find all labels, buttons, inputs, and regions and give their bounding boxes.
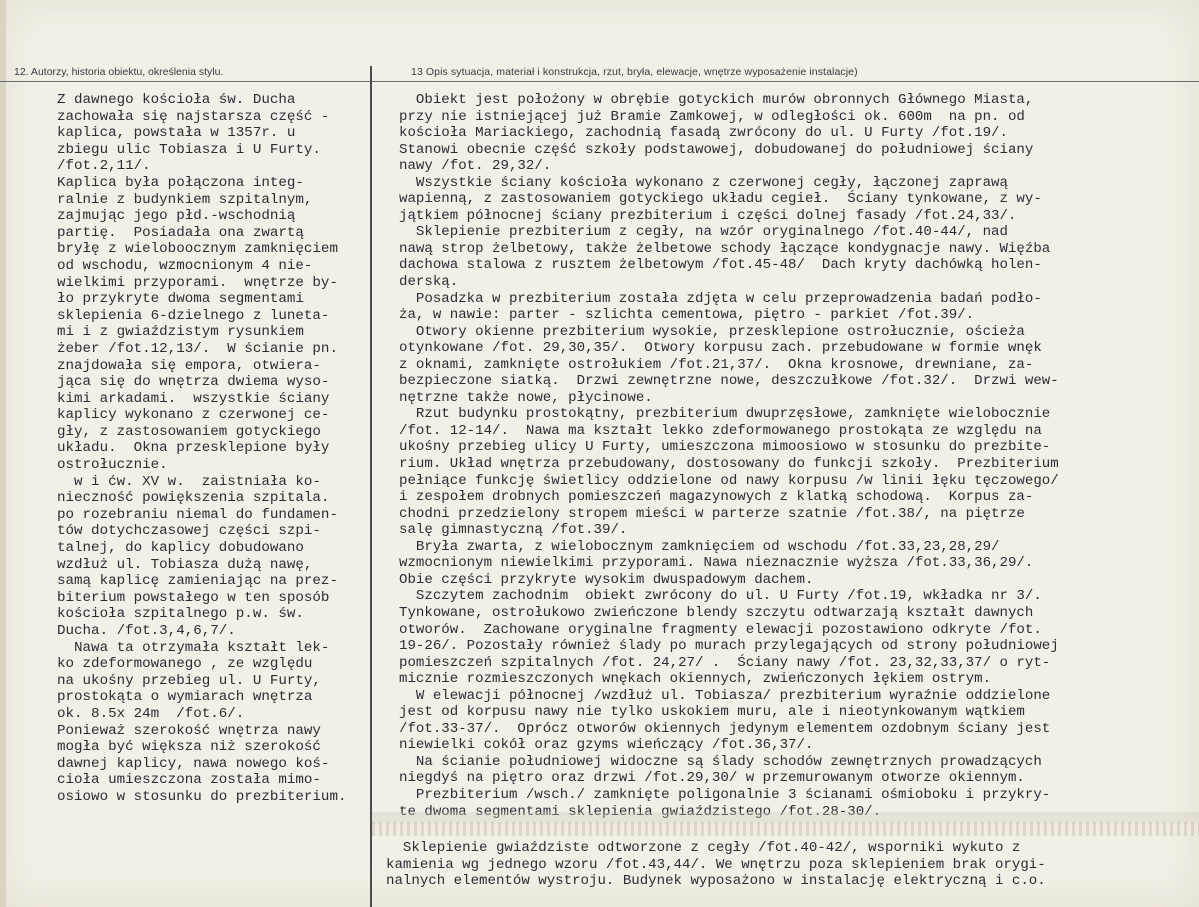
text-line: /fot.2,11/. bbox=[57, 158, 151, 175]
text-line: partię. Posiadała ona zwartą bbox=[57, 224, 304, 241]
text-line: mi i z gwiaździstym rysunkiem bbox=[57, 324, 304, 341]
text-line: chodni przedzielony stropem mieści w parterze szatnie /fot.38/, na piętrze bbox=[399, 505, 1025, 522]
text-line: Otwory okienne prezbiterium wysokie, przesklepione ostrołucznie, ościeża bbox=[399, 323, 1025, 340]
text-line: Wszystkie ściany kościoła wykonano z czerwonej cegły, łączonej zaprawą bbox=[399, 174, 1008, 191]
text-line: Obiekt jest położony w obrębie gotyckich murów obronnych Głównego Miasta, bbox=[399, 92, 1034, 108]
text-line: ża, w nawie: parter - szlichta cementowa, piętro - parkiet /fot.39/. bbox=[399, 307, 975, 324]
text-line: po rozebraniu niemal do fundamen- bbox=[57, 506, 338, 523]
text-line: ko zdeformowanego , ze względu bbox=[57, 656, 313, 673]
text-line: biterium powstałego w ten sposób bbox=[57, 589, 330, 606]
text-line: jest od korpusu nawy nie tylko uskokiem muru, ale i nieotynkowanym wątkiem bbox=[399, 704, 1025, 721]
text-line: Sklepienie prezbiterium z cegły, na wzór oryginalnego /fot.40-44/, nad bbox=[399, 224, 1008, 241]
text-line: otworów. Zachowane oryginalne fragmenty elewacji pozostawiono odkryte /fot. bbox=[399, 621, 1042, 638]
text-line: osiowo w stosunku do prezbiterium. bbox=[57, 788, 347, 805]
text-line: Stanowi obecnie część szkoły podstawowej, dobudowanej do południowej ściany bbox=[399, 141, 1034, 158]
text-line: Sklepienie gwiaździste odtworzone z cegły /fot.40-42/, wsporniki wykuto z bbox=[386, 840, 1021, 856]
text-line: sklepienia 6-dzielnego z luneta- bbox=[57, 307, 330, 324]
text-line: wapienną, z zastosowaniem gotyckiego układu cegieł. Ściany tynkowane, z wy- bbox=[399, 191, 1042, 208]
text-line: /fot. 12-14/. Nawa ma kształt lekko zdeformowanego prostokąta ze względu na bbox=[399, 422, 1042, 439]
text-line: kaplica, powstała w 1357r. u bbox=[57, 125, 296, 142]
text-line: ostrołucznie. bbox=[57, 457, 168, 474]
text-line: pomieszczeń szpitalnych /fot. 24,27/ . Ściany nawy /fot. 23,32,33,37/ o ryt- bbox=[399, 654, 1051, 671]
text-line: zachowała się najstarsza część - bbox=[57, 108, 330, 125]
text-line: kamienia wg jednego wzoru /fot.43,44/. We wnętrzu poza sklepieniem brak orygi- bbox=[386, 856, 1046, 873]
text-line: Ponieważ szerokość wnętrza nawy bbox=[57, 722, 321, 739]
text-line: cioła umieszczona została mimo- bbox=[57, 772, 321, 789]
text-line: Obie części przykryte wysokim dwuspadowym dachem. bbox=[399, 571, 814, 588]
text-line: nawy /fot. 29,32/. bbox=[399, 158, 552, 175]
text-line: żeber /fot.12,13/. W ścianie pn. bbox=[57, 340, 338, 357]
text-line: na ukośny przebieg ul. U Furty, bbox=[57, 672, 321, 689]
text-line: jątkiem północnej ściany prezbiterium i części dolnej fasady /fot.24,33/. bbox=[399, 207, 1017, 224]
text-line: Prezbiterium /wsch./ zamknięte poligonalnie 3 ścianami ośmioboku i przykry- bbox=[399, 786, 1051, 803]
text-line: salę gimnastyczną /fot.39/. bbox=[399, 522, 628, 539]
text-line: od wschodu, wzmocnionym 4 nie- bbox=[57, 257, 313, 274]
text-line: ukośny przebieg ulicy U Furty, umieszczona mimoosiowo w stosunku do prezbite- bbox=[399, 439, 1051, 456]
text-line: dachowa stalowa z rusztem żelbetowym /fot.45-48/ Dach kryty dachówką holen- bbox=[399, 257, 1042, 274]
text-line: te dwoma segmentami sklepienia gwiaździstego /fot.28-30/. bbox=[399, 803, 882, 820]
text-line: i zespołem drobnych pomieszczeń magazynowych z klatką schodową. Korpus za- bbox=[399, 489, 1034, 506]
text-line: talnej, do kaplicy dobudowano bbox=[57, 540, 304, 557]
column-divider bbox=[370, 66, 372, 907]
description-text-column bbox=[399, 92, 1179, 820]
form-header bbox=[0, 66, 1199, 86]
text-line: otynkowane /fot. 29,30,35/. Otwory korpusu zach. przebudowane w formie wnęk bbox=[399, 340, 1042, 357]
section-12-title: 12. Autorzy, historia obiektu, określenia stylu. bbox=[14, 66, 224, 78]
text-line: kimi arkadami. wszystkie ściany bbox=[57, 390, 330, 407]
text-line: micznie rozmieszczonych wnękach okiennych, zwieńczonych łękiem ostrym. bbox=[399, 671, 992, 688]
pasted-text-block bbox=[386, 840, 1186, 890]
text-line: ralnie z budynkiem szpitalnym, bbox=[57, 191, 313, 208]
text-line: kaplicy wykonano z czerwonej ce- bbox=[57, 407, 330, 424]
text-line: w i ćw. XV w. zaistniała ko- bbox=[57, 473, 321, 490]
text-line: samą kaplicę zamieniając na prez- bbox=[57, 573, 338, 590]
page-left-edge bbox=[0, 0, 6, 907]
text-line: dawnej kaplicy, nawa nowego koś- bbox=[57, 755, 330, 772]
text-line: przy nie istniejącej już Bramie Zamkowej, w odległości ok. 600m na pn. od bbox=[399, 108, 1025, 125]
text-line: Nawa ta otrzymała kształt lek- bbox=[57, 639, 330, 656]
text-line: Bryła zwarta, z wielobocznym zamknięciem od wschodu /fot.33,23,28,29/ bbox=[399, 538, 1000, 555]
text-line: jąca się do wnętrza dwiema wyso- bbox=[57, 374, 330, 391]
text-line: Rzut budynku prostokątny, prezbiterium dwuprzęsłowe, zamknięte wielobocznie bbox=[399, 406, 1051, 423]
text-line: pełniące funkcję świetlicy oddzielone od nawy korpusu /w linii łęku tęczowego/ bbox=[399, 472, 1059, 489]
text-line: /fot.33-37/. Oprócz otworów okiennych jedynym elementem ozdobnym ściany jest bbox=[399, 720, 1051, 737]
text-line: derską. bbox=[399, 274, 459, 291]
text-line: znajdowała się empora, otwiera- bbox=[57, 357, 321, 374]
text-line: nieczność powiększenia szpitala. bbox=[57, 490, 330, 507]
text-line: wzmocnionym niewielkimi przyporami. Nawa nieznacznie wyższa /fot.33,36,29/. bbox=[399, 555, 1034, 572]
text-line: Szczytem zachodnim obiekt zwrócony do ul. U Furty /fot.19, wkładka nr 3/. bbox=[399, 588, 1042, 605]
text-line: Ducha. /fot.3,4,6,7/. bbox=[57, 623, 236, 639]
history-text-column bbox=[57, 92, 363, 806]
text-line: wielkimi przyporami. wnętrze by- bbox=[57, 274, 338, 291]
text-line: niewielki cokół oraz gzyms wieńczący /fot.36,37/. bbox=[399, 737, 814, 754]
text-line: z oknami, zamknięte ostrołukiem /fot.21,37/. Okna krosnowe, drewniane, za- bbox=[399, 356, 1034, 373]
text-line: nalnych elementów wystroju. Budynek wyposażono w instalację elektryczną i c.o. bbox=[386, 873, 1046, 890]
text-line: 19-26/. Pozostały również ślady po murach przylegających od strony południowej bbox=[399, 638, 1059, 655]
text-line: rium. Układ wnętrza przebudowany, dostosowany do funkcji szkoły. Prezbiterium bbox=[399, 456, 1059, 473]
text-line: Kaplica była połączona integ- bbox=[57, 174, 304, 191]
text-line: układu. Okna przesklepione były bbox=[57, 440, 330, 457]
text-line: nawą strop żelbetowy, także żelbetowe schody łączące kondygnacje nawy. Więźba bbox=[399, 240, 1051, 257]
text-line: kościoła Mariackiego, zachodnią fasadą zwrócony do ul. U Furty /fot.19/. bbox=[399, 125, 1008, 142]
header-rule bbox=[0, 81, 1199, 82]
text-line: kościoła szpitalnego p.w. św. bbox=[57, 606, 304, 623]
text-line: tów dotychczasowej części szpi- bbox=[57, 523, 321, 540]
text-line: Tynkowane, ostrołukowo zwieńczone blendy szczytu odtwarzają kształt dawnych bbox=[399, 604, 1034, 621]
text-line: ok. 8.5x 24m /fot.6/. bbox=[57, 705, 245, 722]
text-line: Na ścianie południowej widoczne są ślady schodów zewnętrznych prowadzących bbox=[399, 753, 1042, 770]
text-line: mogła być większa niż szerokość bbox=[57, 739, 321, 756]
text-line: Z dawnego kościoła św. Ducha bbox=[57, 92, 296, 108]
text-line: Posadzka w prezbiterium została zdjęta w celu przeprowadzenia badań podło- bbox=[399, 290, 1042, 307]
text-line: bezpieczone siatką. Drzwi zewnętrzne nowe, deszczułkowe /fot.32/. Drzwi wew- bbox=[399, 373, 1059, 390]
text-line: zbiegu ulic Tobiasza i U Furty. bbox=[57, 141, 321, 158]
text-line: gły, z zastosowaniem gotyckiego bbox=[57, 423, 321, 440]
text-line: niegdyś na piętro oraz drzwi /fot.29,30/ w przemurowanym otworze okiennym. bbox=[399, 770, 1025, 787]
text-line: zajmując jego płd.-wschodnią bbox=[57, 208, 296, 225]
text-line: wzdłuż ul. Tobiasza dużą nawę, bbox=[57, 556, 313, 573]
text-line: ło przykryte dwoma segmentami bbox=[57, 291, 304, 308]
text-line: nętrzne także nowe, płycinowe. bbox=[399, 389, 653, 406]
section-13-title: 13 Opis sytuacja, materiał i konstrukcja, rzut, bryła, elewacje, wnętrze wyposażenie instalacje) bbox=[411, 66, 858, 78]
text-line: W elewacji północnej /wzdłuż ul. Tobiasza/ prezbiterium wyraźnie oddzielone bbox=[399, 687, 1051, 704]
text-line: prostokąta o wymiarach wnętrza bbox=[57, 689, 313, 706]
tear-line bbox=[372, 822, 1199, 836]
text-line: bryłę z wieloboocznym zamknięciem bbox=[57, 241, 338, 258]
